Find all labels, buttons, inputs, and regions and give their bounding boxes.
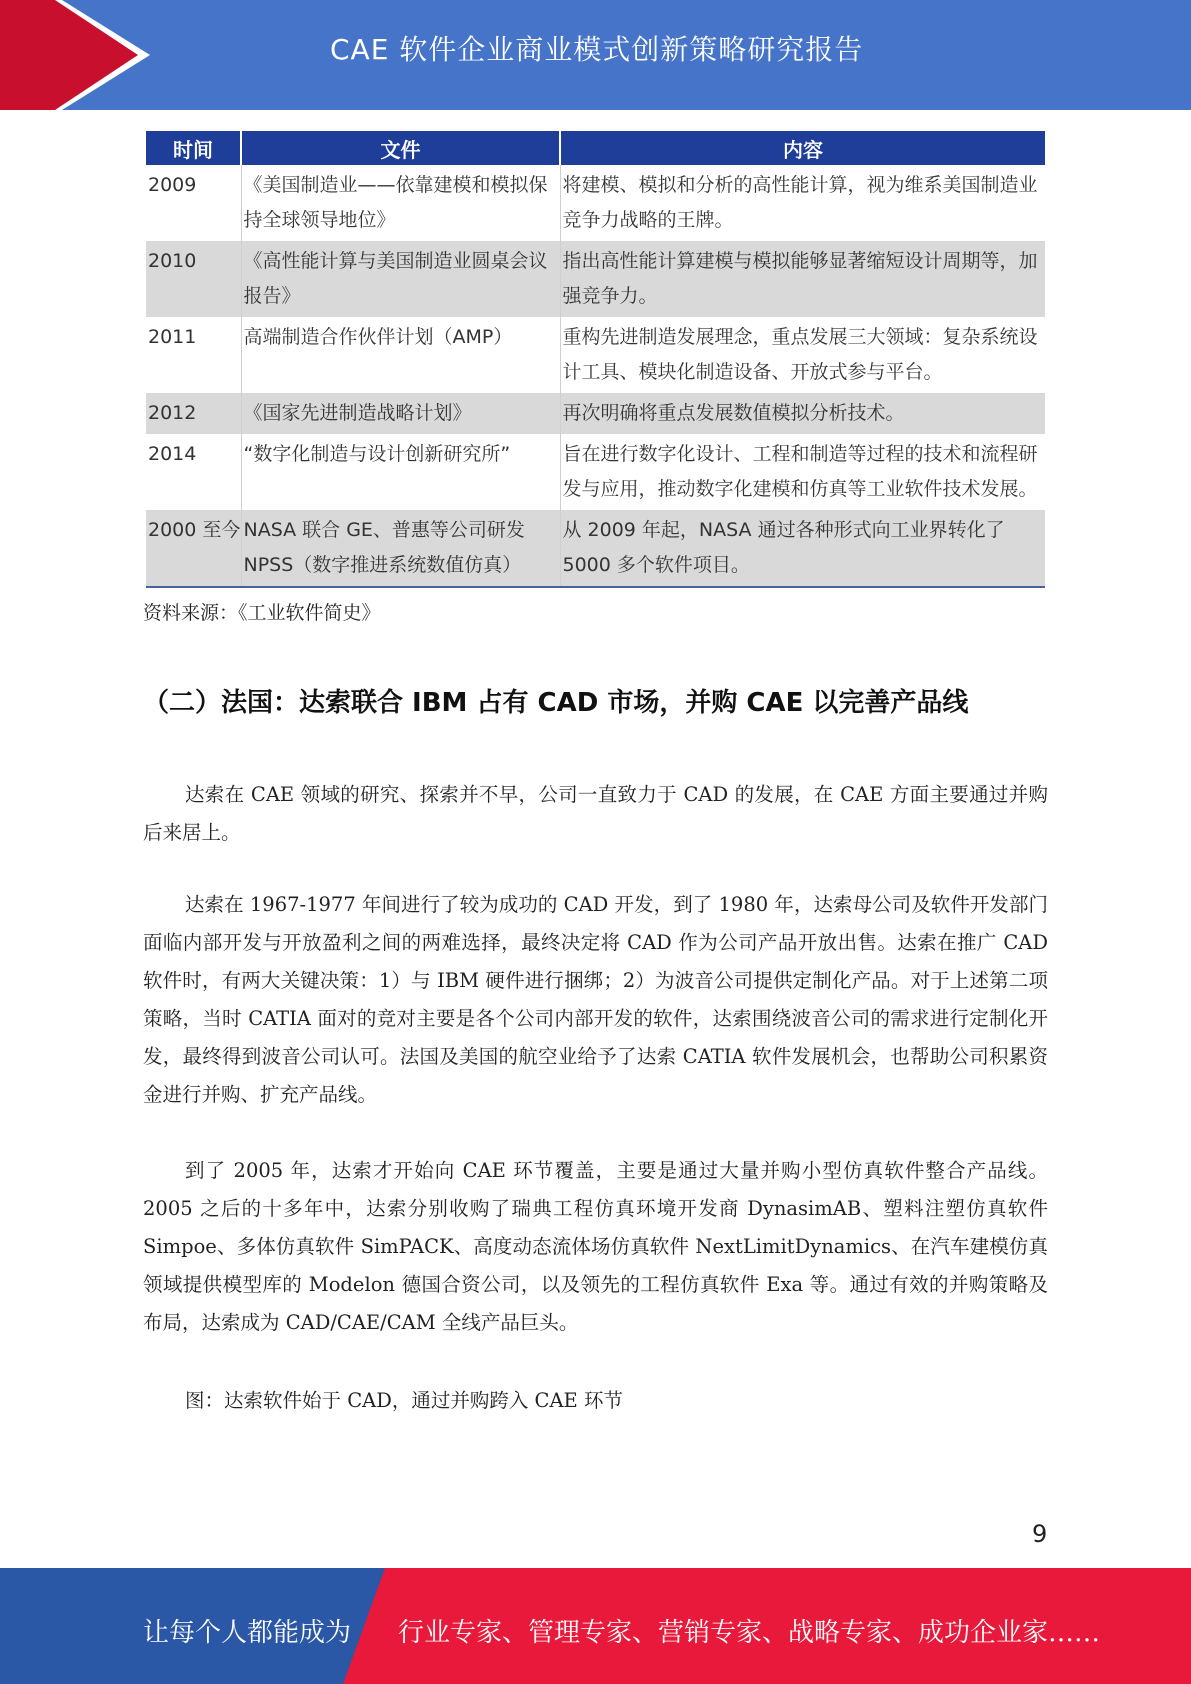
cell-document: 《高性能计算与美国制造业圆桌会议报告》 [241, 241, 560, 317]
policy-table [146, 131, 1045, 588]
table-row [146, 241, 1045, 317]
table-row [146, 510, 1045, 587]
footer-slogan-right: 行业专家、管理专家、营销专家、战略专家、成功企业家…… [398, 1618, 1101, 1648]
cell-content: 从 2009 年起，NASA 通过各种形式向工业界转化了 5000 多个软件项目。 [560, 510, 1045, 587]
cell-content: 重构先进制造发展理念，重点发展三大领域：复杂系统设计工具、模块化制造设备、开放式参与平台。 [560, 317, 1045, 393]
table-row [146, 317, 1045, 393]
header-document: 文件 [241, 131, 560, 165]
header-content: 内容 [560, 131, 1045, 165]
section-heading: （二）法国：达索联合 IBM 占有 CAD 市场，并购 CAE 以完善产品线 [143, 688, 969, 718]
cell-content: 旨在进行数字化设计、工程和制造等过程的技术和流程研发与应用，推动数字化建模和仿真等工业软件技术发展。 [560, 434, 1045, 510]
page-number: 9 [1032, 1520, 1048, 1548]
page-header [0, 0, 1191, 110]
cell-year: 2011 [148, 326, 197, 348]
table-row [146, 165, 1045, 241]
table-header-row [146, 131, 1045, 165]
header-year: 时间 [146, 131, 241, 165]
body-paragraph: 达索在 1967-1977 年间进行了较为成功的 CAD 开发，到了 1980 年，达索母公司及软件开发部门面临内部开发与开放盈利之间的两难选择，最终决定将 CAD 作为公司产品开放出售。达索在推广 CAD 软件时，有两大关键决策：1）与 IBM 硬件进行捆绑；2）为波音公司提供定制化产品。对于上述第二项策略，当时 CATIA 面对的竞对主要是各个公司内部开发的软件，达索围绕波音公司的需求进行定制化开发，最终得到波音公司认可。法国及美国的航空业给予了达索 CATIA 软件发展机会，也帮助公司积累资金进行并购、扩充产品线。 [143, 893, 1048, 1106]
table-row [146, 434, 1045, 510]
cell-document: 《美国制造业——依靠建模和模拟保持全球领导地位》 [241, 165, 560, 241]
cell-year: 2009 [148, 174, 197, 196]
cell-document: 《国家先进制造战略计划》 [241, 393, 560, 434]
cell-content: 指出高性能计算建模与模拟能够显著缩短设计周期等，加强竞争力。 [560, 241, 1045, 317]
header-arrow-icon [0, 0, 160, 110]
cell-content: 再次明确将重点发展数值模拟分析技术。 [560, 393, 1045, 434]
cell-year: 2010 [146, 241, 241, 317]
cell-document: NASA 联合 GE、普惠等公司研发 NPSS（数字推进系统数值仿真） [241, 510, 560, 587]
cell-document: 高端制造合作伙伴计划（AMP） [241, 317, 560, 393]
footer-slogan-left: 让每个人都能成为 [143, 1618, 352, 1648]
figure-caption: 图：达索软件始于 CAD，通过并购跨入 CAE 环节 [185, 1389, 623, 1412]
table-row [146, 393, 1045, 434]
body-paragraph: 达索在 CAE 领域的研究、探索并不早，公司一直致力于 CAD 的发展，在 CAE 方面主要通过并购后来居上。 [143, 783, 1048, 844]
cell-content: 将建模、模拟和分析的高性能计算，视为维系美国制造业竞争力战略的王牌。 [560, 165, 1045, 241]
page-footer [0, 1568, 1191, 1684]
cell-year: 2000 至今 [146, 510, 241, 587]
cell-document: “数字化制造与设计创新研究所” [241, 434, 560, 510]
table-source-note: 资料来源：《工业软件简史》 [143, 602, 381, 624]
cell-year: 2014 [148, 443, 197, 465]
body-paragraph: 到了 2005 年，达索才开始向 CAE 环节覆盖，主要是通过大量并购小型仿真软件整合产品线。2005 之后的十多年中，达索分别收购了瑞典工程仿真环境开发商 DynasimAB、塑料注塑仿真软件 Simpoe、多体仿真软件 SimPACK、高度动态流体场仿真软件 NextLimitDynamics、在汽车建模仿真领域提供模型库的 Modelon 德国合资公司，以及领先的工程仿真软件 Exa 等。通过有效的并购策略及布局，达索成为 CAD/CAE/CAM 全线产品巨头。 [143, 1159, 1048, 1334]
cell-year: 2012 [146, 393, 241, 434]
report-title: CAE 软件企业商业模式创新策略研究报告 [330, 33, 864, 66]
